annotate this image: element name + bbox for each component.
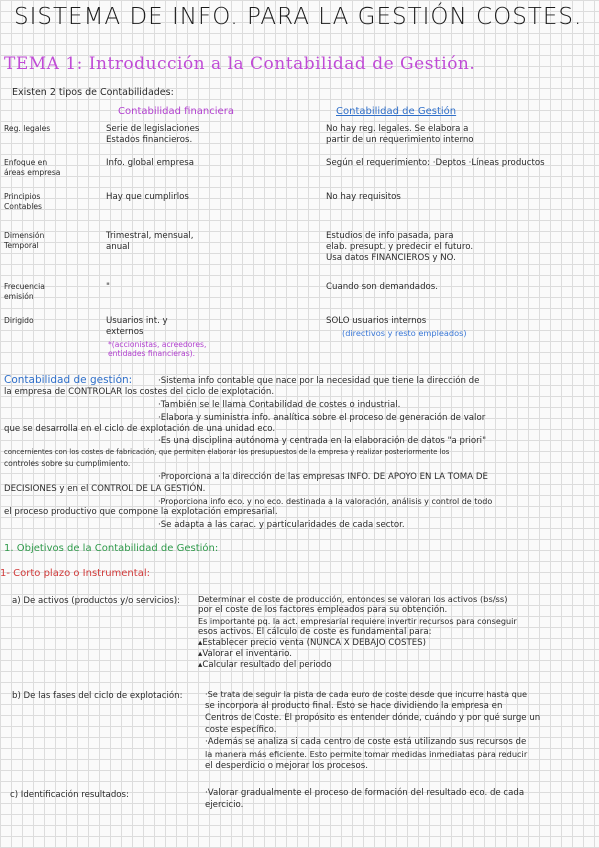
definition-line: ·También se le llama Contabilidad de costes o industrial.	[158, 400, 401, 410]
definition-line: ·Proporciona a la dirección de las empresas INFO. DE APOYO EN LA TOMA DE	[158, 472, 488, 482]
objetivos-heading: 1. Objetivos de la Contabilidad de Gestión:	[4, 543, 219, 554]
definition-line: ·Es una disciplina autónoma y centrada en la elaboración de datos "a priori"	[158, 436, 487, 446]
col-head-gestion: Contabilidad de Gestión	[336, 106, 457, 117]
item-text-line: ▴Establecer precio venta (NUNCA X DEBAJO COSTES)	[198, 638, 426, 648]
gestion-cell: No hay requisitos	[326, 192, 401, 202]
gestion-cell: partir de un requerimiento interno	[326, 135, 474, 145]
gestion-cell: Estudios de info pasada, para	[326, 231, 454, 241]
gestion-cell: Según el requerimiento: ·Deptos ·Líneas productos	[326, 158, 545, 168]
row-label: áreas empresa	[4, 168, 61, 177]
financiera-cell: "	[106, 282, 110, 292]
item-text-line: Determinar el coste de producción, entonces se valoran los activos (bs/ss)	[198, 594, 508, 604]
item-text-line: Es importante pq. la act. empresarial requiere invertir recursos para conseguir	[198, 616, 517, 626]
item-text-line: coste específico.	[205, 725, 277, 735]
definition-line: controles sobre su cumplimiento.	[4, 459, 131, 468]
row-label: Dirigido	[4, 316, 34, 325]
item-text-line: ▴Valorar el inventario.	[198, 649, 292, 659]
item-text-line: ·Valorar gradualmente el proceso de formación del resultado eco. de cada	[205, 788, 525, 798]
item-text-line: Centros de Coste. El propósito es entender dónde, cuándo y por qué surge un	[205, 713, 541, 723]
gestion-cell: elab. presupt. y predecir el futuro.	[326, 242, 474, 252]
item-text-line: ejercicio.	[205, 800, 244, 810]
definition-heading: Contabilidad de gestión:	[4, 374, 133, 386]
row-label: Temporal	[4, 241, 39, 250]
definition-line: ·Se adapta a las carac. y particularidades de cada sector.	[158, 520, 405, 530]
definition-line: ·Sistema info contable que nace por la necesidad que tiene la dirección de	[158, 376, 480, 386]
gestion-cell: Cuando son demandados.	[326, 282, 438, 292]
item-text-line: ·Se trata de seguir la pista de cada euro de coste desde que incurre hasta que	[205, 689, 528, 699]
financiera-cell: Estados financieros.	[106, 135, 193, 145]
corto-plazo-heading: 1- Corto plazo o Instrumental:	[0, 568, 150, 579]
definition-line: ·Elabora y suministra info. analítica sobre el proceso de generación de valor	[158, 413, 486, 423]
page-title: SISTEMA DE INFO. PARA LA GESTIÓN COSTES.	[14, 4, 583, 30]
gestion-cell: Usa datos FINANCIEROS y NO.	[326, 253, 456, 263]
financiera-cell: externos	[106, 327, 144, 337]
gestion-cell: SOLO usuarios internos	[326, 316, 427, 326]
item-text-line: ▴Calcular resultado del periodo	[198, 660, 332, 670]
gestion-users-note: (directivos y resto empleados)	[342, 328, 467, 338]
financiera-cell: Usuarios int. y	[106, 316, 168, 326]
definition-line: el proceso productivo que compone la explotación empresarial.	[4, 507, 278, 517]
col-head-financiera: Contabilidad financiera	[118, 106, 234, 117]
row-label: Contables	[4, 202, 42, 211]
definition-line: que se desarrolla en el ciclo de explotación de una unidad eco.	[4, 424, 276, 434]
gestion-cell: No hay reg. legales. Se elabora a	[326, 124, 469, 134]
row-label: Reg. legales	[4, 124, 51, 133]
item-text-line: se incorpora al producto final. Esto se hace dividiendo la empresa en	[205, 701, 503, 711]
item-label: a) De activos (productos y/o servicios):	[12, 596, 180, 606]
item-text-line: el desperdicio o mejorar los procesos.	[205, 761, 368, 771]
item-text-line: la manera más eficiente. Esto permite tomar medidas inmediatas para reducir	[205, 749, 528, 759]
item-text-line: por el coste de los factores empleados para su obtención.	[198, 605, 448, 615]
financiera-cell: anual	[106, 242, 130, 252]
item-text-line: ·Además se analiza si cada centro de coste está utilizando sus recursos de	[205, 737, 527, 747]
item-text-line: esos activos. El cálculo de coste es fundamental para:	[198, 627, 432, 637]
row-label: Principios	[4, 192, 41, 201]
definition-line: ·Proporciona info eco. y no eco. destinada a la valoración, análisis y control de todo	[158, 497, 493, 506]
row-label: Enfoque en	[4, 158, 48, 167]
tema-heading: TEMA 1: Introducción a la Contabilidad de Gestión.	[4, 54, 476, 74]
financiera-cell: Hay que cumplirlos	[106, 192, 189, 202]
financiera-users-note: *(accionistas, acreedores, entidades financieras).	[108, 340, 207, 358]
definition-line: la empresa de CONTROLAR los costes del ciclo de explotación.	[4, 387, 275, 397]
definition-line: DECISIONES y en el CONTROL DE LA GESTIÓN.	[4, 484, 206, 494]
financiera-cell: Serie de legislaciones	[106, 124, 200, 134]
row-label: emisión	[4, 292, 34, 301]
financiera-cell: Trimestral, mensual,	[106, 231, 194, 241]
row-label: Frecuencia	[4, 282, 45, 291]
row-label: Dimensión	[4, 231, 45, 240]
financiera-cell: Info. global empresa	[106, 158, 195, 168]
item-label: b) De las fases del ciclo de explotación:	[12, 691, 183, 701]
definition-line: concernientes con los costes de fabricación, que permiten elaborar los presupuestos de la empresa y realizar posteriormente los	[4, 448, 450, 456]
item-label: c) Identificación resultados:	[10, 790, 129, 800]
intro-text: Existen 2 tipos de Contabilidades:	[12, 87, 174, 98]
